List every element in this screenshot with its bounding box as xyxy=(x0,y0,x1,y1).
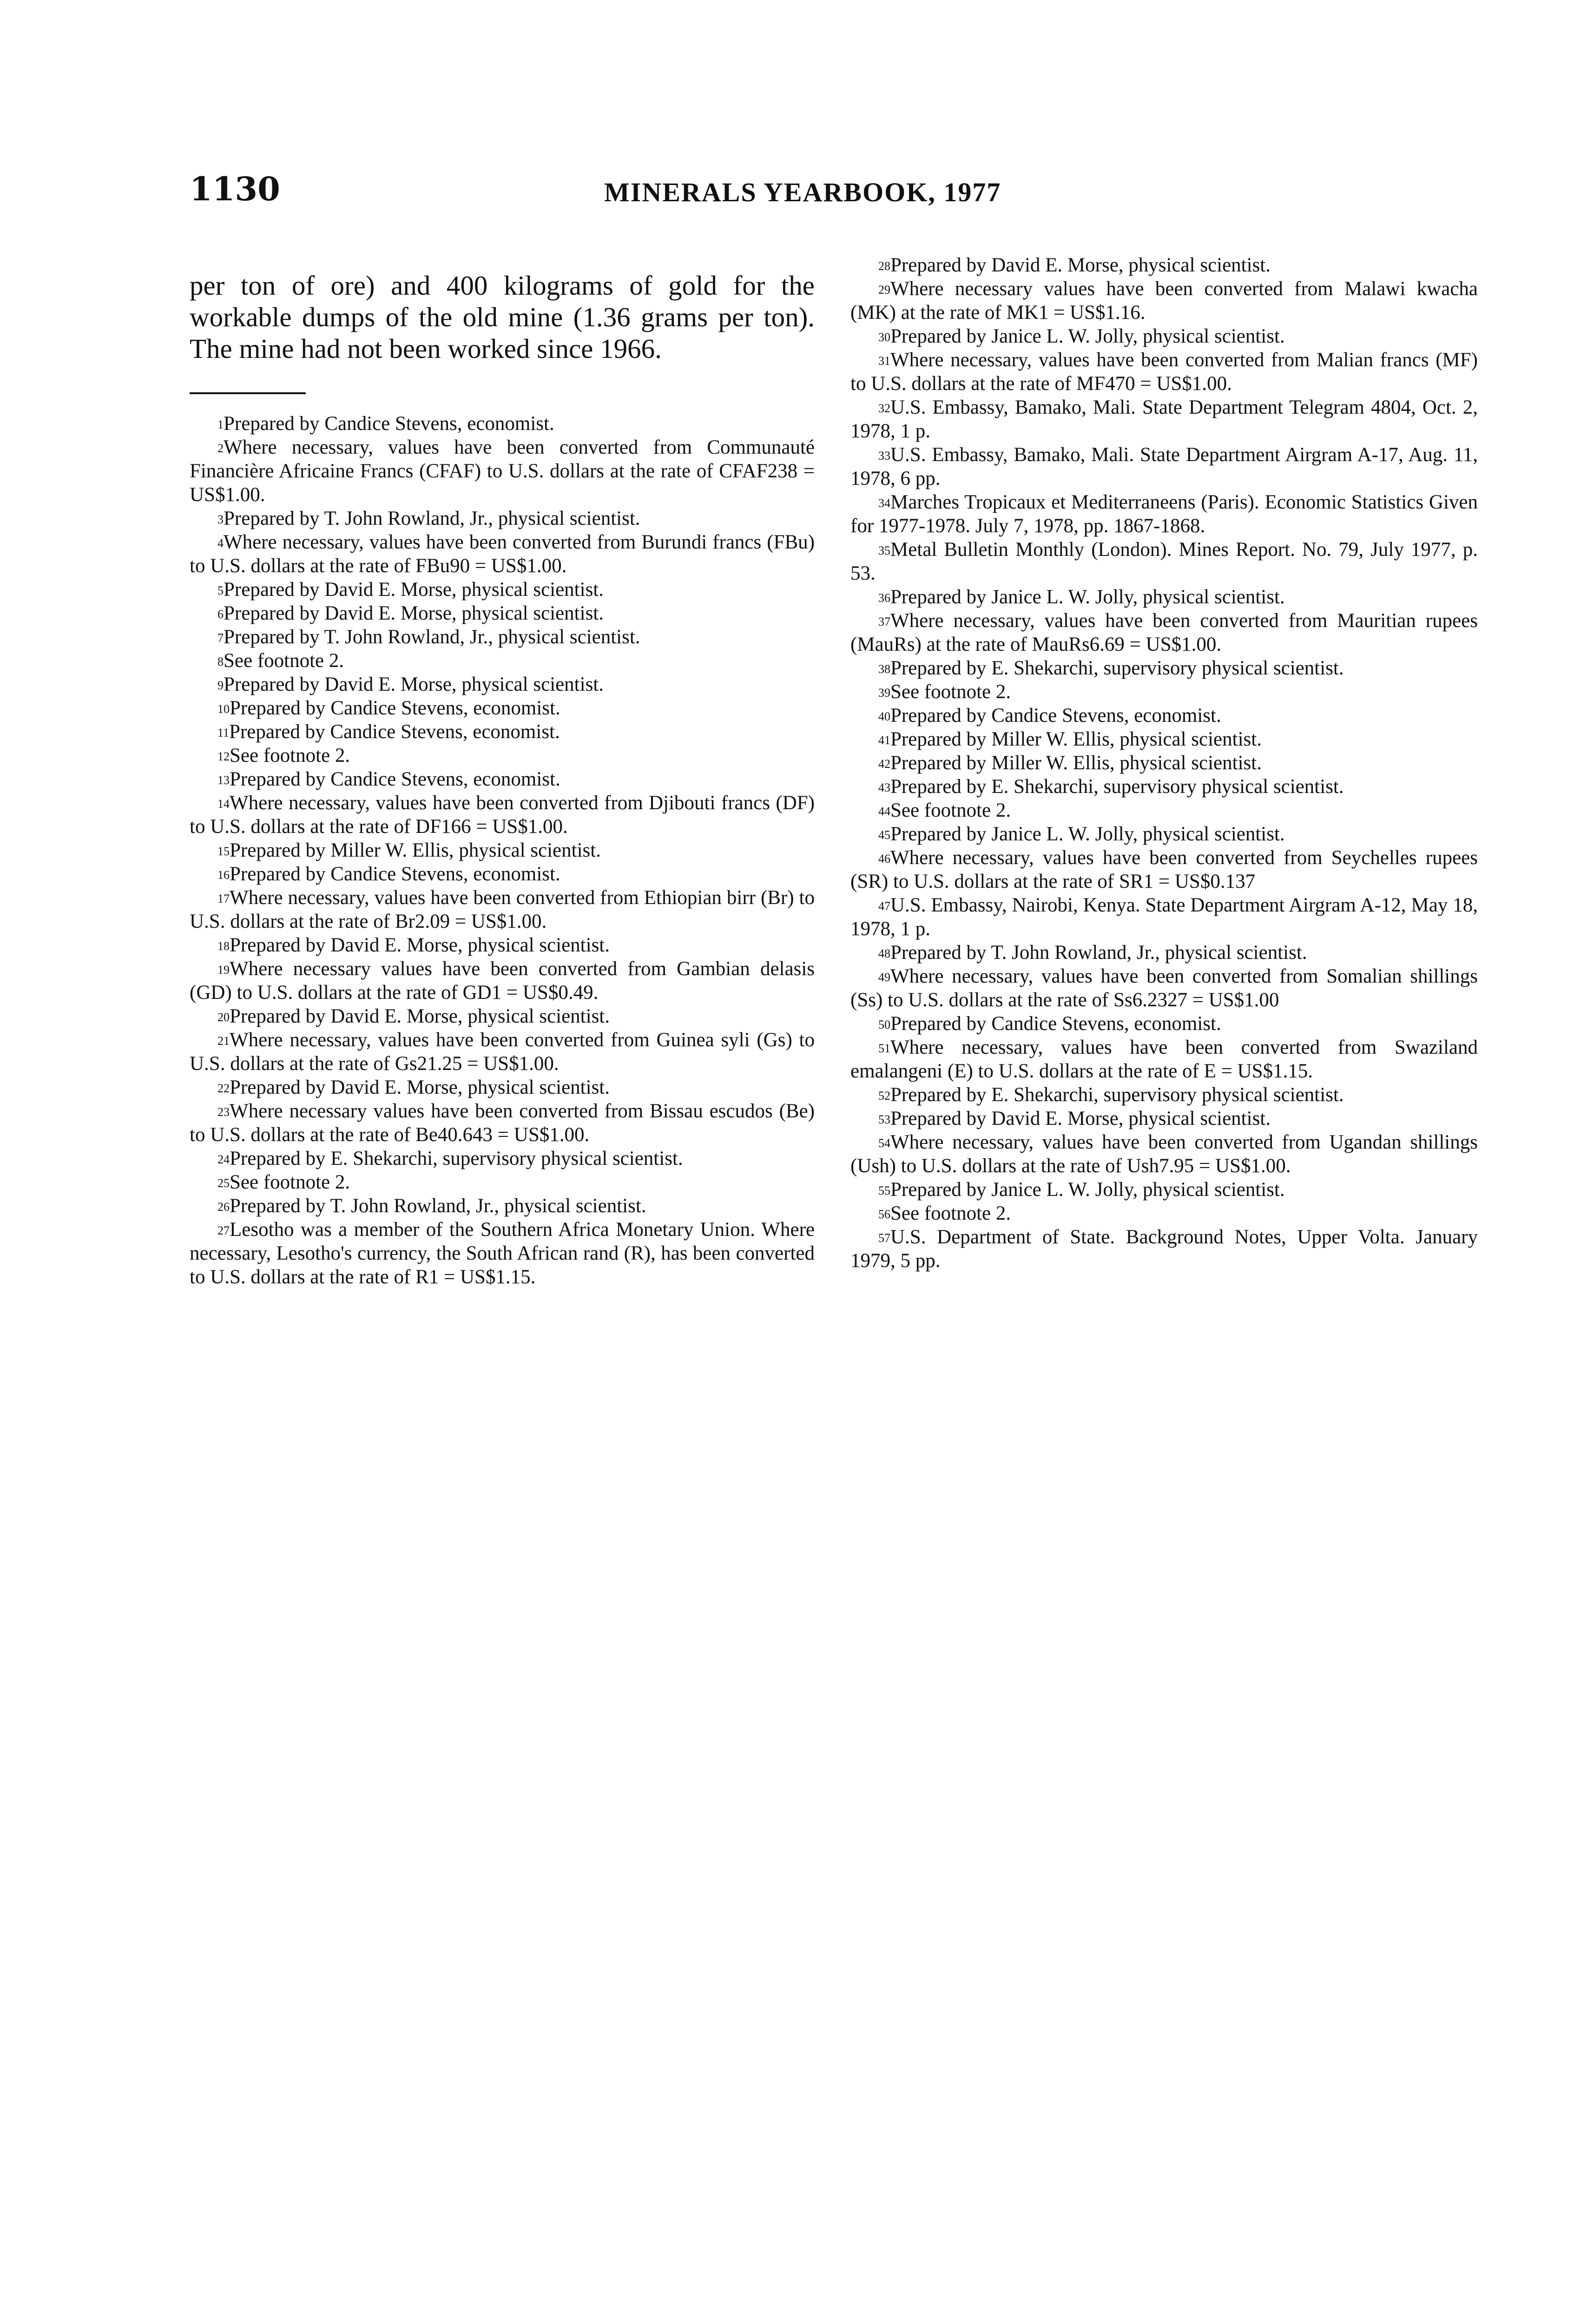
left-column xyxy=(190,253,815,1289)
footnote-text: Prepared by Candice Stevens, economist. xyxy=(230,697,560,719)
footnote xyxy=(190,791,815,838)
footnote-text: Prepared by Janice L. W. Jolly, physical scientist. xyxy=(890,325,1285,347)
footnote-number: 36 xyxy=(878,591,890,605)
footnote xyxy=(850,1178,1478,1202)
footnote-text: U.S. Embassy, Nairobi, Kenya. State Department Airgram A-12, May 18, 1978, 1 p. xyxy=(850,894,1478,940)
footnote-number: 13 xyxy=(217,773,230,787)
footnote xyxy=(190,1076,815,1099)
footnote-text: Prepared by Miller W. Ellis, physical scientist. xyxy=(230,839,601,861)
footnote-number: 45 xyxy=(878,828,890,842)
footnote xyxy=(850,680,1478,704)
footnote-text: Prepared by Candice Stevens, economist. xyxy=(890,1013,1221,1035)
footnote-text: Where necessary, values have been converted from Seychelles rupees (SR) to U.S. dollars at the rate of SR1 = US$0.137 xyxy=(850,847,1478,892)
footnote-text: Prepared by David E. Morse, physical scientist. xyxy=(224,673,604,695)
footnote xyxy=(190,720,815,744)
footnote xyxy=(850,1012,1478,1036)
footnote xyxy=(850,253,1478,277)
footnote-text: See footnote 2. xyxy=(230,1171,350,1193)
footnote-text: Where necessary values have been converted from Malawi kwacha (MK) at the rate of MK1 = US$1.16. xyxy=(850,278,1478,324)
footnote-text: Where necessary values have been converted from Gambian delasis (GD) to U.S. dollars at the rate of GD1 = US$0.49. xyxy=(190,958,815,1004)
footnote-text: Where necessary, values have been converted from Ugandan shillings (Ush) to U.S. dollars at the rate of Ush7.95 = US$1.00. xyxy=(850,1131,1478,1177)
footnote xyxy=(850,585,1478,609)
footnote-number: 27 xyxy=(217,1224,230,1237)
footnote-number: 33 xyxy=(878,449,890,462)
footnotes-left xyxy=(190,412,815,1289)
footnote-number: 39 xyxy=(878,686,890,700)
footnote-text: Prepared by T. John Rowland, Jr., physical scientist. xyxy=(890,942,1307,964)
footnote xyxy=(850,751,1478,775)
footnote-text: Prepared by David E. Morse, physical scientist. xyxy=(224,579,604,601)
footnote-text: Prepared by T. John Rowland, Jr., physical scientist. xyxy=(230,1195,646,1217)
footnote-number: 51 xyxy=(878,1042,890,1055)
footnote xyxy=(190,838,815,862)
footnote-text: Prepared by E. Shekarchi, supervisory physical scientist. xyxy=(890,776,1344,798)
footnote xyxy=(850,846,1478,893)
footnote-text: Prepared by Janice L. W. Jolly, physical scientist. xyxy=(890,586,1285,608)
footnote-text: Where necessary, values have been converted from Ethiopian birr (Br) to U.S. dollars at the rate of Br2.09 = US$1.00. xyxy=(190,887,815,932)
footnote-text: Marches Tropicaux et Mediterraneens (Paris). Economic Statistics Given for 1977-1978. July 7, 1978, pp. 1867-1868. xyxy=(850,491,1478,537)
footnote xyxy=(190,578,815,601)
footnote-number: 12 xyxy=(217,750,230,763)
footnote-number: 23 xyxy=(217,1105,230,1119)
footnote xyxy=(850,1130,1478,1178)
footnote xyxy=(190,1170,815,1194)
footnote-number: 46 xyxy=(878,852,890,865)
footnote-text: Prepared by Candice Stevens, economist. xyxy=(224,413,554,435)
footnote-number: 48 xyxy=(878,947,890,960)
footnote xyxy=(850,1036,1478,1083)
footnote xyxy=(850,656,1478,680)
footnote-text: Prepared by David E. Morse, physical scientist. xyxy=(230,1076,610,1098)
footnote xyxy=(190,507,815,530)
footnote-number: 3 xyxy=(217,513,224,526)
footnote-number: 41 xyxy=(878,733,890,747)
footnote xyxy=(190,767,815,791)
footnote-text: Prepared by E. Shekarchi, supervisory physical scientist. xyxy=(890,657,1344,679)
footnote-text: Prepared by David E. Morse, physical scientist. xyxy=(890,254,1271,276)
footnote-number: 52 xyxy=(878,1089,890,1103)
footnote xyxy=(850,941,1478,964)
footnote-number: 42 xyxy=(878,757,890,771)
footnote-text: See footnote 2. xyxy=(230,745,350,766)
footnote xyxy=(850,443,1478,490)
footnote-number: 30 xyxy=(878,330,890,344)
footnote-number: 16 xyxy=(217,868,230,882)
footnote xyxy=(850,1202,1478,1225)
footnote xyxy=(190,744,815,767)
footnote-text: Prepared by Janice L. W. Jolly, physical scientist. xyxy=(890,1179,1285,1201)
footnote-number: 54 xyxy=(878,1136,890,1150)
footnote-text: See footnote 2. xyxy=(890,1202,1011,1224)
footnote-number: 19 xyxy=(217,963,230,977)
footnote-text: Prepared by E. Shekarchi, supervisory physical scientist. xyxy=(230,1148,683,1169)
footnote-divider xyxy=(190,392,306,394)
footnote xyxy=(190,1194,815,1218)
footnote xyxy=(850,324,1478,348)
footnote xyxy=(190,933,815,957)
footnote-number: 47 xyxy=(878,899,890,913)
footnote xyxy=(850,893,1478,941)
footnote-number: 4 xyxy=(217,536,224,550)
footnote-number: 37 xyxy=(878,615,890,628)
footnote-number: 6 xyxy=(217,607,224,621)
running-title: MINERALS YEARBOOK, 1977 xyxy=(604,177,1001,207)
footnote xyxy=(190,412,815,436)
footnote-number: 44 xyxy=(878,805,890,818)
footnote xyxy=(850,490,1478,538)
footnote xyxy=(850,1225,1478,1273)
footnote-number: 14 xyxy=(217,797,230,811)
footnote xyxy=(190,673,815,696)
footnote xyxy=(190,696,815,720)
footnote xyxy=(190,1004,815,1028)
footnote-number: 10 xyxy=(217,702,230,716)
footnote-text: Prepared by E. Shekarchi, supervisory physical scientist. xyxy=(890,1084,1344,1106)
footnote-text: See footnote 2. xyxy=(890,799,1011,821)
footnote-text: U.S. Embassy, Bamako, Mali. State Department Telegram 4804, Oct. 2, 1978, 1 p. xyxy=(850,396,1478,442)
footnote-number: 49 xyxy=(878,971,890,984)
footnote-text: Where necessary, values have been converted from Communauté Financière Africaine Francs (CFAF) to U.S. dollars at the rate of CFAF238 = US$1.00. xyxy=(190,436,815,506)
footnote-text: Where necessary, values have been converted from Guinea syli (Gs) to U.S. dollars at the rate of Gs21.25 = US$1.00. xyxy=(190,1029,815,1075)
body-paragraph: per ton of ore) and 400 kilograms of gold for the workable dumps of the old mine (1.36 grams per ton). The mine had not been worked since 1966. xyxy=(190,270,815,364)
footnote-number: 25 xyxy=(217,1176,230,1190)
footnote xyxy=(190,957,815,1004)
page-number: 1130 xyxy=(190,170,280,208)
footnote-number: 21 xyxy=(217,1034,230,1048)
footnote xyxy=(850,396,1478,443)
footnote-number: 28 xyxy=(878,259,890,273)
footnote-text: Metal Bulletin Monthly (London). Mines Report. No. 79, July 1977, p. 53. xyxy=(850,539,1478,584)
footnote-number: 35 xyxy=(878,544,890,557)
footnote-number: 56 xyxy=(878,1208,890,1221)
footnote xyxy=(190,1099,815,1147)
footnote xyxy=(850,799,1478,822)
footnote-number: 29 xyxy=(878,283,890,297)
footnote-text: Prepared by Candice Stevens, economist. xyxy=(890,705,1221,726)
footnote xyxy=(190,625,815,649)
footnote-number: 22 xyxy=(217,1082,230,1095)
footnote-number: 24 xyxy=(217,1153,230,1166)
footnote-text: Lesotho was a member of the Southern Africa Monetary Union. Where necessary, Lesotho's currency, the South African rand (R), has been converted to U.S. dollars at the rate of R1 = US$1.15. xyxy=(190,1219,815,1288)
footnote-number: 55 xyxy=(878,1184,890,1197)
footnote xyxy=(190,862,815,886)
footnote-text: Prepared by Candice Stevens, economist. xyxy=(230,768,560,790)
footnote-number: 32 xyxy=(878,402,890,415)
footnote-text: U.S. Department of State. Background Notes, Upper Volta. January 1979, 5 pp. xyxy=(850,1226,1478,1272)
footnote xyxy=(850,822,1478,846)
footnote-text: Where necessary, values have been converted from Somalian shillings (Ss) to U.S. dollars at the rate of Ss6.2327 = US$1.00 xyxy=(850,965,1478,1011)
footnote-text: Prepared by T. John Rowland, Jr., physical scientist. xyxy=(224,508,640,529)
footnote-text: Prepared by David E. Morse, physical scientist. xyxy=(890,1108,1271,1129)
footnote-number: 7 xyxy=(217,631,224,645)
footnote-text: Where necessary, values have been converted from Burundi francs (FBu) to U.S. dollars at the rate of FBu90 = US$1.00. xyxy=(190,531,815,577)
footnote-text: Prepared by T. John Rowland, Jr., physical scientist. xyxy=(224,626,640,648)
footnote-text: Where necessary values have been converted from Bissau escudos (Be) to U.S. dollars at the rate of Be40.643 = US$1.00. xyxy=(190,1100,815,1146)
footnote xyxy=(190,1147,815,1170)
footnote-number: 17 xyxy=(217,892,230,905)
footnote xyxy=(850,727,1478,751)
footnote-text: Prepared by Candice Stevens, economist. xyxy=(229,721,560,743)
footnote xyxy=(190,886,815,933)
footnote-number: 40 xyxy=(878,710,890,723)
footnote xyxy=(850,538,1478,585)
footnote-text: Where necessary, values have been converted from Malian francs (MF) to U.S. dollars at the rate of MF470 = US$1.00. xyxy=(850,349,1478,395)
footnote-text: Prepared by David E. Morse, physical scientist. xyxy=(224,602,604,624)
footnote-text: See footnote 2. xyxy=(890,681,1011,703)
footnote xyxy=(850,1107,1478,1130)
footnotes-right xyxy=(850,253,1478,1273)
footnote-number: 26 xyxy=(217,1200,230,1214)
footnote-number: 18 xyxy=(217,939,230,953)
footnote-text: Prepared by Miller W. Ellis, physical scientist. xyxy=(890,752,1262,774)
footnote-text: Where necessary, values have been converted from Mauritian rupees (MauRs) at the rate of MauRs6.69 = US$1.00. xyxy=(850,610,1478,655)
footnote-number: 9 xyxy=(217,679,224,692)
footnote xyxy=(190,1028,815,1076)
footnote xyxy=(850,704,1478,727)
footnote-number: 20 xyxy=(217,1010,230,1024)
footnote-number: 1 xyxy=(217,418,224,431)
footnote xyxy=(190,1218,815,1289)
footnote xyxy=(190,649,815,673)
footnote-text: Prepared by David E. Morse, physical scientist. xyxy=(230,934,610,956)
footnote-number: 11 xyxy=(217,726,230,739)
footnote xyxy=(850,348,1478,396)
footnote-text: U.S. Embassy, Bamako, Mali. State Department Airgram A-17, Aug. 11, 1978, 6 pp. xyxy=(850,444,1478,489)
footnote-text: Prepared by Miller W. Ellis, physical scientist. xyxy=(890,728,1262,750)
footnote-number: 2 xyxy=(217,442,224,455)
footnote xyxy=(190,436,815,507)
footnote-number: 38 xyxy=(878,662,890,676)
footnote-text: Prepared by David E. Morse, physical scientist. xyxy=(230,1005,610,1027)
footnote xyxy=(190,601,815,625)
footnote-number: 57 xyxy=(878,1231,890,1245)
footnote-number: 43 xyxy=(878,781,890,794)
footnote-number: 15 xyxy=(217,845,230,858)
footnote-number: 53 xyxy=(878,1113,890,1126)
footnote-number: 8 xyxy=(217,655,224,668)
footnote xyxy=(850,277,1478,324)
footnote-number: 50 xyxy=(878,1018,890,1031)
footnote-text: Where necessary, values have been converted from Djibouti francs (DF) to U.S. dollars at the rate of DF166 = US$1.00. xyxy=(190,792,815,838)
footnote-text: Prepared by Candice Stevens, economist. xyxy=(230,863,560,885)
footnote-number: 31 xyxy=(878,354,890,368)
footnote-text: See footnote 2. xyxy=(224,650,344,672)
footnote xyxy=(850,609,1478,656)
footnote xyxy=(850,775,1478,799)
footnote-number: 5 xyxy=(217,584,224,597)
footnote xyxy=(190,530,815,578)
footnote xyxy=(850,964,1478,1012)
footnote xyxy=(850,1083,1478,1107)
right-column xyxy=(850,253,1478,1273)
footnote-number: 34 xyxy=(878,496,890,510)
footnote-text: Prepared by Janice L. W. Jolly, physical scientist. xyxy=(890,823,1285,845)
footnote-text: Where necessary, values have been converted from Swaziland emalangeni (E) to U.S. dollars at the rate of E = US$1.15. xyxy=(850,1037,1478,1082)
